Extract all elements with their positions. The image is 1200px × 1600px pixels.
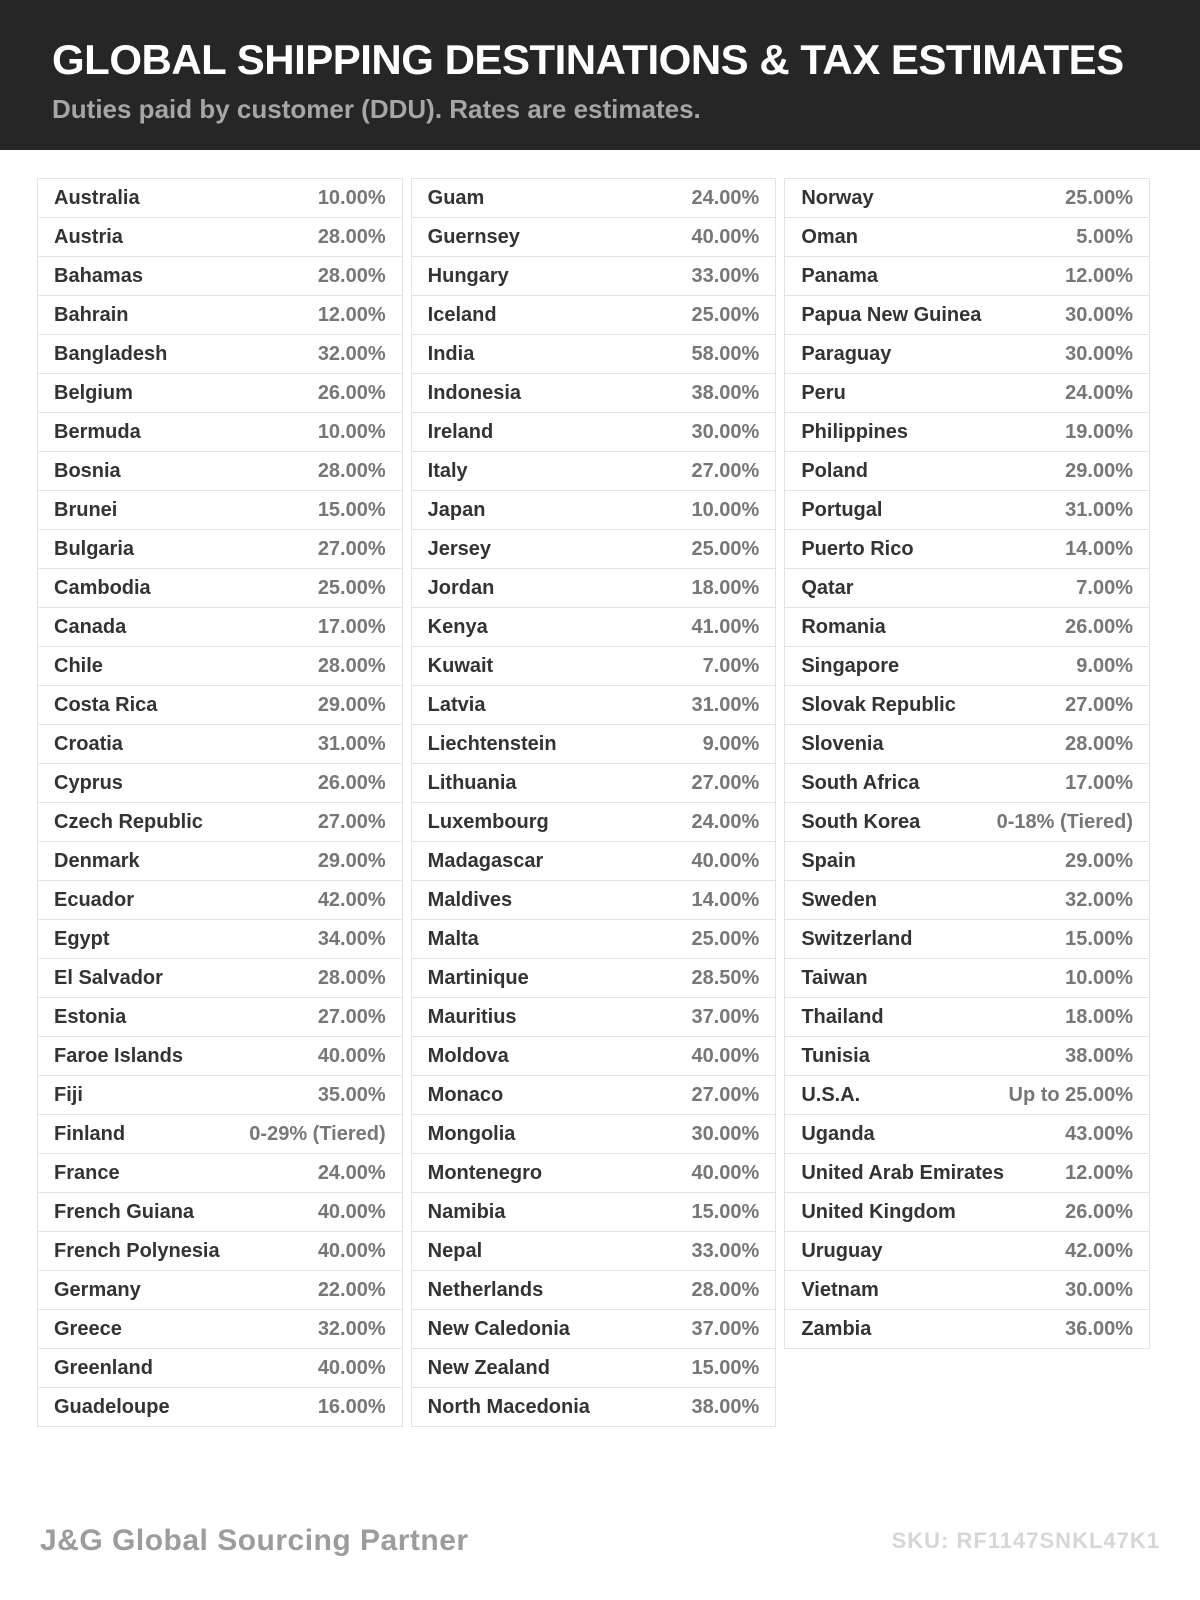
country-name: Bulgaria [54, 537, 135, 560]
tax-rate: 24.00% [317, 1161, 386, 1184]
tax-rate: 29.00% [1065, 459, 1133, 482]
table-row [38, 1193, 402, 1232]
country-name: Bosnia [54, 459, 121, 482]
table-row [785, 881, 1149, 920]
country-name: Faroe Islands [54, 1044, 183, 1067]
table-row [38, 491, 402, 530]
country-name: Cyprus [54, 771, 123, 794]
table-row [38, 179, 402, 218]
tax-rate: 30.00% [1065, 1278, 1133, 1301]
tax-rate: 42.00% [1065, 1239, 1133, 1262]
country-name: Norway [801, 186, 874, 209]
tax-rate: 31.00% [691, 693, 760, 716]
table-row [785, 491, 1149, 530]
table-row [785, 1271, 1149, 1310]
tax-rate: 40.00% [317, 1356, 386, 1379]
table-row [785, 179, 1149, 218]
table-row [785, 257, 1149, 296]
country-name: Madagascar [427, 849, 544, 872]
table-column-1 [37, 178, 403, 1427]
tax-rate: 29.00% [317, 693, 386, 716]
country-name: Bermuda [54, 420, 141, 443]
tax-rate: 30.00% [1065, 303, 1133, 326]
table-row [785, 1037, 1149, 1076]
country-name: Luxembourg [427, 810, 549, 833]
tax-rate: 12.00% [1065, 1161, 1133, 1184]
country-name: Netherlands [427, 1278, 544, 1301]
tax-rate: 30.00% [691, 1122, 760, 1145]
table-row [38, 530, 402, 569]
table-row [412, 1232, 776, 1271]
tax-rate: 19.00% [1065, 420, 1133, 443]
table-row [412, 1037, 776, 1076]
table-row [412, 998, 776, 1037]
country-name: Romania [801, 615, 886, 638]
country-name: Kenya [427, 615, 488, 638]
table-row [412, 569, 776, 608]
table-row [38, 452, 402, 491]
table-row [412, 764, 776, 803]
table-row [38, 764, 402, 803]
tax-rate: 17.00% [317, 615, 386, 638]
tax-rate: 18.00% [1065, 1005, 1133, 1028]
tax-rate: 27.00% [691, 459, 760, 482]
tax-rate: 29.00% [317, 849, 386, 872]
country-name: Belgium [54, 381, 133, 404]
table-row [785, 1076, 1149, 1115]
tax-rate: 28.00% [317, 459, 386, 482]
country-name: Mongolia [427, 1122, 516, 1145]
table-row [412, 1154, 776, 1193]
tax-rate: 32.00% [317, 1317, 386, 1340]
tax-rate: 18.00% [691, 576, 760, 599]
country-name: Guadeloupe [54, 1395, 170, 1418]
tax-rate: 33.00% [691, 264, 760, 287]
tax-rate: 28.00% [1065, 732, 1133, 755]
tax-rate: 32.00% [317, 342, 386, 365]
country-name: Cambodia [54, 576, 151, 599]
tax-rate: 36.00% [1065, 1317, 1133, 1340]
page-subtitle: Duties paid by customer (DDU). Rates are estimates. [52, 94, 701, 124]
table-row [38, 608, 402, 647]
tax-rate: 40.00% [691, 225, 760, 248]
tax-rate: 25.00% [317, 576, 386, 599]
brand-name: J&G Global Sourcing Partner [40, 1524, 469, 1557]
table-column-3 [784, 178, 1150, 1349]
tax-rate: 28.00% [317, 264, 386, 287]
table-row [785, 725, 1149, 764]
tax-rate: 29.00% [1065, 849, 1133, 872]
tax-rate: 22.00% [317, 1278, 386, 1301]
country-name: Iceland [427, 303, 497, 326]
table-row [38, 1076, 402, 1115]
country-name: Uganda [801, 1122, 875, 1145]
country-name: Ecuador [54, 888, 135, 911]
table-row [38, 803, 402, 842]
tax-rate: 28.00% [317, 225, 386, 248]
tax-rate: 12.00% [1065, 264, 1133, 287]
sku-label: SKU: RF1147SNKL47K1 [891, 1528, 1160, 1553]
table-row [785, 686, 1149, 725]
country-name: Spain [801, 849, 856, 872]
table-row [412, 1310, 776, 1349]
table-row [38, 1115, 402, 1154]
table-row [785, 335, 1149, 374]
table-row [785, 959, 1149, 998]
tax-rate: 28.00% [317, 654, 386, 677]
tax-rate: 10.00% [1065, 966, 1133, 989]
table-row [785, 569, 1149, 608]
table-row [785, 1232, 1149, 1271]
tax-rate: 28.50% [691, 966, 760, 989]
country-name: Finland [54, 1122, 126, 1145]
country-name: United Arab Emirates [801, 1161, 1004, 1184]
tax-rate: 27.00% [691, 771, 760, 794]
country-name: Costa Rica [54, 693, 158, 716]
country-name: Czech Republic [54, 810, 203, 833]
table-row [785, 218, 1149, 257]
table-row [38, 998, 402, 1037]
tax-rate: 31.00% [317, 732, 386, 755]
country-name: Lithuania [427, 771, 517, 794]
tax-rate: 35.00% [317, 1083, 386, 1106]
country-name: Austria [54, 225, 123, 248]
tax-rate: 28.00% [691, 1278, 760, 1301]
tax-rate: 24.00% [1065, 381, 1133, 404]
tax-rate: 38.00% [1065, 1044, 1133, 1067]
country-name: Greenland [54, 1356, 153, 1379]
country-name: Fiji [54, 1083, 83, 1106]
tax-rate: 42.00% [317, 888, 386, 911]
country-name: Slovak Republic [801, 693, 956, 716]
table-row [412, 1271, 776, 1310]
table-row [412, 920, 776, 959]
table-row [412, 1193, 776, 1232]
country-name: Canada [54, 615, 127, 638]
table-row [38, 296, 402, 335]
country-name: Maldives [427, 888, 513, 911]
tax-rate: 9.00% [702, 732, 760, 755]
tax-rate: 41.00% [691, 615, 760, 638]
table-row [785, 842, 1149, 881]
table-row [412, 686, 776, 725]
country-name: Martinique [427, 966, 529, 989]
tax-rate: 34.00% [317, 927, 386, 950]
country-name: Panama [801, 264, 879, 287]
table-row [785, 1115, 1149, 1154]
country-name: Nepal [427, 1239, 483, 1262]
page-title: GLOBAL SHIPPING DESTINATIONS & TAX ESTIMATES [52, 36, 1124, 83]
table-row [38, 1271, 402, 1310]
table-row [412, 1076, 776, 1115]
table-row [412, 491, 776, 530]
table-row [412, 881, 776, 920]
table-row [785, 1154, 1149, 1193]
country-name: Chile [54, 654, 103, 677]
tax-rate: 24.00% [691, 810, 760, 833]
tax-rate: 38.00% [691, 1395, 760, 1418]
country-name: Portugal [801, 498, 883, 521]
table-row [38, 1310, 402, 1349]
table-row [785, 998, 1149, 1037]
country-name: South Korea [801, 810, 921, 833]
table-column-2 [411, 178, 777, 1427]
country-name: Estonia [54, 1005, 127, 1028]
tax-rate: 17.00% [1065, 771, 1133, 794]
tax-rate: 26.00% [317, 771, 386, 794]
country-name: Greece [54, 1317, 122, 1340]
tax-rate: 43.00% [1065, 1122, 1133, 1145]
country-name: French Polynesia [54, 1239, 220, 1262]
country-name: France [54, 1161, 120, 1184]
tax-rate: 40.00% [691, 1044, 760, 1067]
tax-rate: Up to 25.00% [1008, 1083, 1133, 1106]
table-row [412, 218, 776, 257]
table-row [785, 803, 1149, 842]
country-name: Switzerland [801, 927, 913, 950]
table-row [412, 1349, 776, 1388]
country-name: Zambia [801, 1317, 872, 1340]
country-name: Egypt [54, 927, 110, 950]
tax-rate: 27.00% [317, 537, 386, 560]
tax-rate: 15.00% [691, 1356, 760, 1379]
country-name: India [427, 342, 475, 365]
table-row [38, 218, 402, 257]
country-name: Vietnam [801, 1278, 879, 1301]
tax-rate: 10.00% [691, 498, 760, 521]
country-name: French Guiana [54, 1200, 195, 1223]
table-row [38, 1154, 402, 1193]
table-row [38, 1232, 402, 1271]
tax-rate: 7.00% [702, 654, 760, 677]
tax-rate: 24.00% [691, 186, 760, 209]
table-row [412, 725, 776, 764]
tax-rate: 25.00% [691, 537, 760, 560]
tax-rate-table [37, 178, 1150, 1427]
country-name: Mauritius [427, 1005, 517, 1028]
tax-rate: 15.00% [1065, 927, 1133, 950]
table-row [38, 686, 402, 725]
tax-rate: 26.00% [1065, 1200, 1133, 1223]
tax-rate: 33.00% [691, 1239, 760, 1262]
country-name: Bahrain [54, 303, 129, 326]
country-name: U.S.A. [801, 1083, 861, 1106]
country-name: Bahamas [54, 264, 143, 287]
country-name: Germany [54, 1278, 141, 1301]
country-name: Thailand [801, 1005, 884, 1028]
country-name: New Caledonia [427, 1317, 570, 1340]
tax-rate: 32.00% [1065, 888, 1133, 911]
country-name: Italy [427, 459, 468, 482]
country-name: Philippines [801, 420, 909, 443]
tax-rate: 58.00% [691, 342, 760, 365]
table-row [785, 530, 1149, 569]
table-row [412, 842, 776, 881]
country-name: Namibia [427, 1200, 506, 1223]
country-name: Slovenia [801, 732, 884, 755]
country-name: Liechtenstein [427, 732, 557, 755]
table-row [785, 452, 1149, 491]
table-row [412, 179, 776, 218]
country-name: Indonesia [427, 381, 522, 404]
country-name: Jordan [427, 576, 495, 599]
tax-rate: 37.00% [691, 1317, 760, 1340]
table-row [38, 1349, 402, 1388]
tax-rate: 40.00% [317, 1239, 386, 1262]
table-row [785, 374, 1149, 413]
tax-rate: 30.00% [1065, 342, 1133, 365]
tax-rate: 15.00% [317, 498, 386, 521]
tax-rate: 25.00% [691, 303, 760, 326]
country-name: Ireland [427, 420, 494, 443]
table-row [38, 842, 402, 881]
footer [40, 1524, 1160, 1558]
table-row [785, 647, 1149, 686]
table-row [785, 1193, 1149, 1232]
tax-rate: 40.00% [317, 1200, 386, 1223]
table-row [785, 920, 1149, 959]
tax-rate: 0-18% (Tiered) [996, 810, 1133, 833]
country-name: Tunisia [801, 1044, 870, 1067]
country-name: El Salvador [54, 966, 163, 989]
country-name: Qatar [801, 576, 854, 599]
tax-rate: 27.00% [1065, 693, 1133, 716]
tax-rate: 30.00% [691, 420, 760, 443]
country-name: Latvia [427, 693, 486, 716]
country-name: United Kingdom [801, 1200, 956, 1223]
tax-rate: 10.00% [317, 186, 386, 209]
tax-rate: 31.00% [1065, 498, 1133, 521]
table-row [412, 413, 776, 452]
table-row [38, 1037, 402, 1076]
table-row [785, 1310, 1149, 1349]
country-name: Denmark [54, 849, 140, 872]
country-name: Malta [427, 927, 479, 950]
table-row [412, 452, 776, 491]
table-row [412, 803, 776, 842]
tax-rate: 37.00% [691, 1005, 760, 1028]
tax-rate: 16.00% [317, 1395, 386, 1418]
table-row [785, 296, 1149, 335]
tax-rate: 26.00% [317, 381, 386, 404]
tax-rate: 40.00% [317, 1044, 386, 1067]
country-name: Papua New Guinea [801, 303, 982, 326]
country-name: Kuwait [427, 654, 494, 677]
country-name: Sweden [801, 888, 877, 911]
table-row [38, 374, 402, 413]
country-name: Monaco [427, 1083, 504, 1106]
tax-rate: 7.00% [1076, 576, 1133, 599]
table-row [412, 647, 776, 686]
header [0, 0, 1200, 150]
table-row [412, 335, 776, 374]
country-name: Poland [801, 459, 868, 482]
country-name: Australia [54, 186, 140, 209]
table-row [412, 257, 776, 296]
country-name: South Africa [801, 771, 920, 794]
table-row [38, 335, 402, 374]
tax-rate: 27.00% [317, 810, 386, 833]
tax-rate: 15.00% [691, 1200, 760, 1223]
country-name: Brunei [54, 498, 118, 521]
table-row [38, 569, 402, 608]
table-row [38, 959, 402, 998]
country-name: Montenegro [427, 1161, 543, 1184]
country-name: Paraguay [801, 342, 892, 365]
tax-rate: 9.00% [1076, 654, 1133, 677]
country-name: Jersey [427, 537, 492, 560]
country-name: North Macedonia [427, 1395, 590, 1418]
country-name: Oman [801, 225, 859, 248]
tax-rate: 5.00% [1076, 225, 1133, 248]
table-row [38, 1388, 402, 1427]
country-name: Moldova [427, 1044, 509, 1067]
tax-rate: 27.00% [317, 1005, 386, 1028]
tax-rate: 12.00% [317, 303, 386, 326]
tax-rate: 25.00% [1065, 186, 1133, 209]
table-row [38, 920, 402, 959]
table-row [785, 413, 1149, 452]
table-row [785, 608, 1149, 647]
country-name: Guam [427, 186, 485, 209]
country-name: Singapore [801, 654, 900, 677]
table-row [412, 374, 776, 413]
table-row [412, 530, 776, 569]
country-name: Hungary [427, 264, 509, 287]
tax-rate: 14.00% [691, 888, 760, 911]
table-row [38, 725, 402, 764]
country-name: Uruguay [801, 1239, 883, 1262]
tax-rate: 27.00% [691, 1083, 760, 1106]
table-row [785, 764, 1149, 803]
country-name: Taiwan [801, 966, 868, 989]
tax-rate: 38.00% [691, 381, 760, 404]
tax-rate: 0-29% (Tiered) [249, 1122, 386, 1145]
table-row [412, 296, 776, 335]
tax-rate: 40.00% [691, 849, 760, 872]
country-name: Croatia [54, 732, 123, 755]
table-row [412, 959, 776, 998]
table-row [412, 1115, 776, 1154]
table-row [38, 647, 402, 686]
tax-rate: 40.00% [691, 1161, 760, 1184]
country-name: New Zealand [427, 1356, 550, 1379]
tax-rate: 28.00% [317, 966, 386, 989]
tax-rate: 10.00% [317, 420, 386, 443]
country-name: Japan [427, 498, 486, 521]
table-row [38, 257, 402, 296]
table-row [38, 413, 402, 452]
country-name: Peru [801, 381, 846, 404]
table-row [412, 1388, 776, 1427]
country-name: Puerto Rico [801, 537, 914, 560]
table-row [38, 881, 402, 920]
country-name: Bangladesh [54, 342, 168, 365]
table-row [412, 608, 776, 647]
tax-rate: 25.00% [691, 927, 760, 950]
tax-rate: 14.00% [1065, 537, 1133, 560]
tax-rate: 26.00% [1065, 615, 1133, 638]
country-name: Guernsey [427, 225, 520, 248]
